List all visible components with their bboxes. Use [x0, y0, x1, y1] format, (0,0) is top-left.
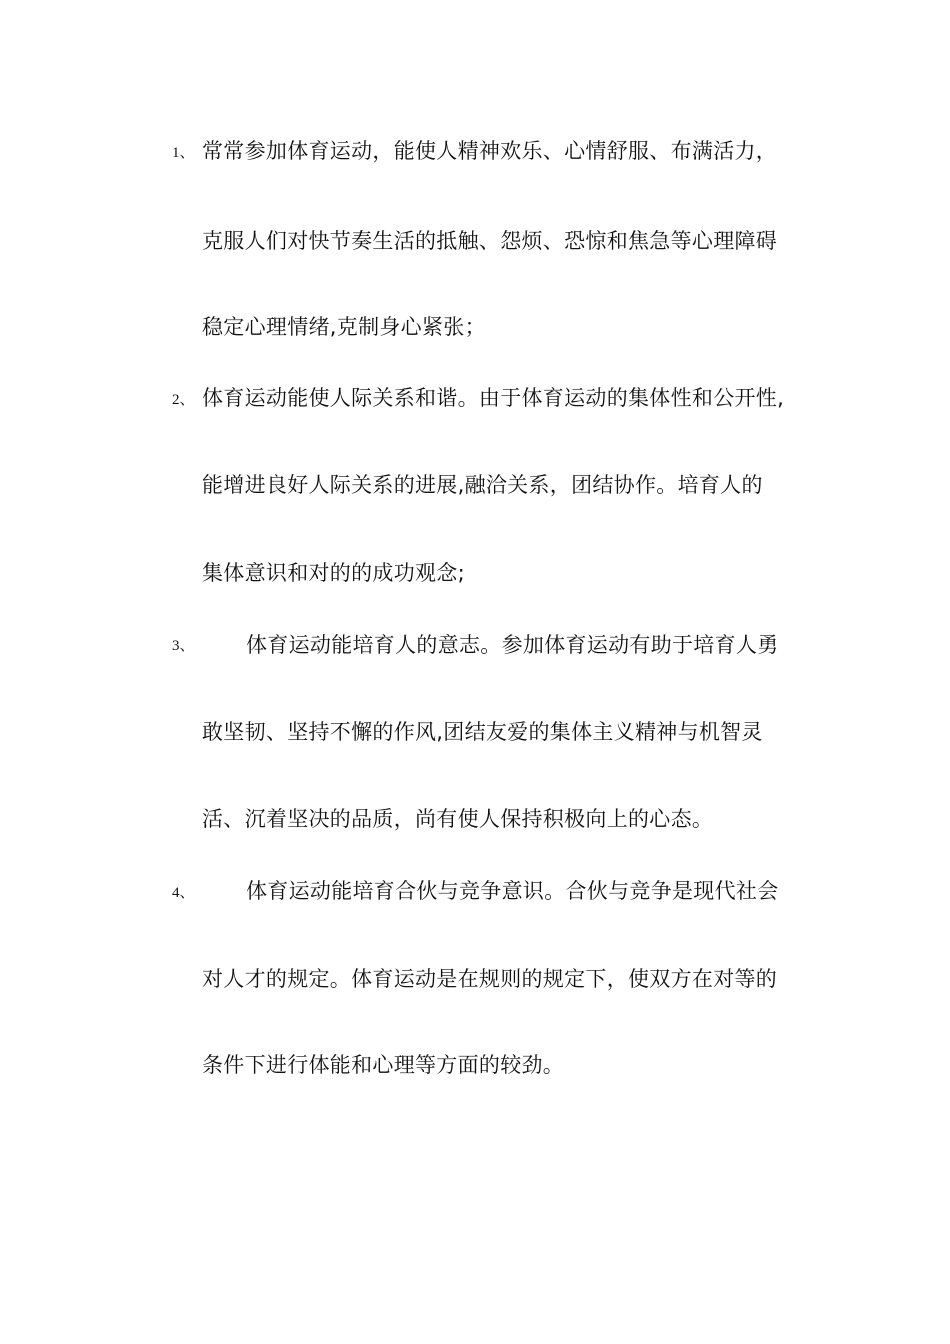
- paragraph-line: 活、沉着坚决的品质，尚有使人保持积极向上的心态。: [202, 807, 714, 831]
- paragraph-line: 常常参加体育运动，能使人精神欢乐、心情舒服、布满活力，: [202, 139, 778, 163]
- paragraph-line: 稳定心理情绪,克制身心紧张；: [202, 315, 486, 339]
- paragraph-line: 体育运动能使人际关系和谐。由于体育运动的集体性和公开性,: [202, 386, 785, 410]
- paragraph-line: 条件下进行体能和心理等方面的较劲。: [202, 1053, 565, 1077]
- item-number: 2、: [172, 392, 195, 408]
- paragraph-line: 体育运动能培育合伙与竞争意识。合伙与竞争是现代社会: [246, 879, 779, 903]
- item-number: 4、: [172, 885, 195, 901]
- item-number: 3、: [172, 638, 195, 654]
- paragraph-line: 集体意识和对的的成功观念;: [202, 561, 465, 585]
- item-number: 1、: [172, 145, 195, 161]
- paragraph-line: 克服人们对快节奏生活的抵触、怨烦、恐惊和焦急等心理障碍: [202, 229, 778, 253]
- paragraph-line: 对人才的规定。体育运动是在规则的规定下，使双方在对等的: [202, 967, 778, 991]
- paragraph-line: 能增进良好人际关系的进展,融洽关系，团结协作。培育人的: [202, 473, 763, 497]
- paragraph-line: 敢坚韧、坚持不懈的作风,团结友爱的集体主义精神与机智灵: [202, 720, 763, 744]
- paragraph-line: 体育运动能培育人的意志。参加体育运动有助于培育人勇: [246, 633, 779, 657]
